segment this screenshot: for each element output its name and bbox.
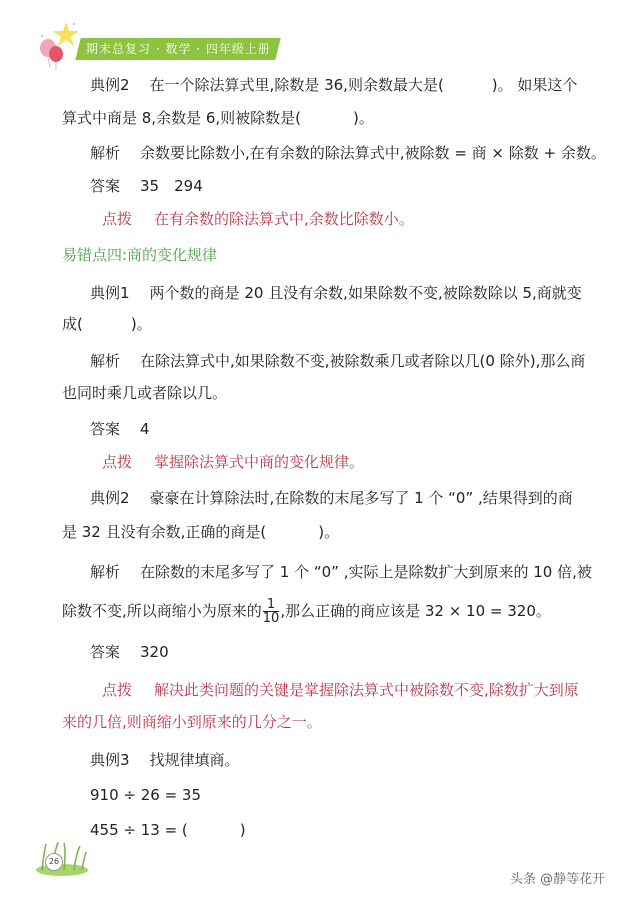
answer-text: 320 bbox=[140, 643, 169, 661]
tip-text: 掌握除法算式中商的变化规律。 bbox=[154, 453, 365, 471]
answer-label: 答案 bbox=[90, 177, 121, 195]
analysis-2-line-1 bbox=[90, 351, 585, 371]
analysis-text: 在除法算式中,如果除数不变,被除数乘几或者除以几(0 除外),那么商 bbox=[140, 352, 586, 370]
example-2-line-1 bbox=[90, 75, 577, 95]
tip-3-line-1 bbox=[102, 680, 579, 700]
analysis-text: ,那么正确的商应该是 32 × 10 = 320。 bbox=[280, 602, 551, 620]
analysis-3-line-1 bbox=[90, 562, 592, 582]
example-2-line-2 bbox=[62, 108, 374, 128]
header-banner-text: 期末总复习 · 数学 · 四年级上册 bbox=[86, 42, 271, 56]
tip-text: 在有余数的除法算式中,余数比除数小。 bbox=[154, 210, 414, 228]
answer-3 bbox=[90, 642, 169, 662]
analysis-2-line-2: 也同时乘几或者除以几。 bbox=[62, 384, 228, 402]
tip-label: 点拨 bbox=[102, 210, 133, 228]
example-text: )。 bbox=[318, 523, 340, 541]
example-1-line-1 bbox=[90, 283, 582, 303]
example-text: 算式中商是 8,余数是 6,则被除数是( bbox=[62, 109, 302, 127]
watermark: 头条 @静等花开 bbox=[510, 872, 606, 887]
fraction-denominator: 10 bbox=[262, 611, 280, 626]
example-text: 找规律填商。 bbox=[149, 751, 240, 769]
equation-text: ) bbox=[239, 821, 246, 839]
example-label: 典例2 bbox=[90, 76, 130, 94]
answer-text: 35 294 bbox=[140, 177, 203, 195]
analysis-text: 除数不变,所以商缩小为原来的 bbox=[62, 602, 262, 620]
tip-label: 点拨 bbox=[102, 453, 133, 471]
equation-text: 455 ÷ 13 = ( bbox=[90, 821, 188, 839]
example-text: 两个数的商是 20 且没有余数,如果除数不变,被除数除以 5,商就变 bbox=[149, 284, 582, 302]
answer-label: 答案 bbox=[90, 420, 121, 438]
example-text: )。 如果这个 bbox=[491, 76, 578, 94]
answer-text: 4 bbox=[140, 420, 150, 438]
tip-label: 点拨 bbox=[102, 681, 133, 699]
tip-text: 解决此类问题的关键是掌握除法算式中被除数不变,除数扩大到原 bbox=[154, 681, 579, 699]
tip-3-line-2: 来的几倍,则商缩小到原来的几分之一。 bbox=[62, 713, 322, 731]
example-2b-line-2 bbox=[62, 522, 339, 542]
fraction bbox=[263, 598, 280, 625]
analysis-text: 在除数的末尾多写了 1 个 “0” ,实际上是除数扩大到原来的 10 倍,被 bbox=[140, 563, 592, 581]
example-1-line-2 bbox=[62, 314, 152, 334]
analysis-label: 解析 bbox=[90, 352, 121, 370]
fraction-numerator: 1 bbox=[263, 598, 280, 612]
answer-1 bbox=[90, 176, 203, 196]
section-heading: 易错点四:商的变化规律 bbox=[62, 246, 218, 264]
page-number: 26 bbox=[45, 853, 63, 871]
tip-1 bbox=[102, 209, 414, 229]
example-label: 典例3 bbox=[90, 751, 130, 769]
example-label: 典例1 bbox=[90, 284, 130, 302]
example-text: )。 bbox=[353, 109, 374, 127]
analysis-label: 解析 bbox=[90, 144, 121, 162]
analysis-label: 解析 bbox=[90, 563, 121, 581]
answer-label: 答案 bbox=[90, 643, 121, 661]
equation-2 bbox=[90, 820, 246, 840]
page-header bbox=[30, 12, 270, 68]
analysis-text: 余数要比除数小,在有余数的除法算式中,被除数 = 商 × 除数 + 余数。 bbox=[140, 144, 606, 162]
example-label: 典例2 bbox=[90, 489, 130, 507]
tip-2 bbox=[102, 452, 364, 472]
equation-1: 910 ÷ 26 = 35 bbox=[90, 786, 202, 804]
analysis-3-line-2 bbox=[62, 598, 551, 625]
example-3 bbox=[90, 750, 240, 770]
answer-2 bbox=[90, 419, 150, 439]
example-text: 在一个除法算式里,除数是 36,则余数最大是( bbox=[149, 76, 444, 94]
example-text: )。 bbox=[130, 315, 152, 333]
example-2b-line-1 bbox=[90, 488, 573, 508]
example-text: 成( bbox=[62, 315, 83, 333]
example-text: 豪豪在计算除法时,在除数的末尾多写了 1 个 “0” ,结果得到的商 bbox=[149, 489, 573, 507]
example-text: 是 32 且没有余数,正确的商是( bbox=[62, 523, 267, 541]
analysis-1 bbox=[90, 143, 606, 163]
